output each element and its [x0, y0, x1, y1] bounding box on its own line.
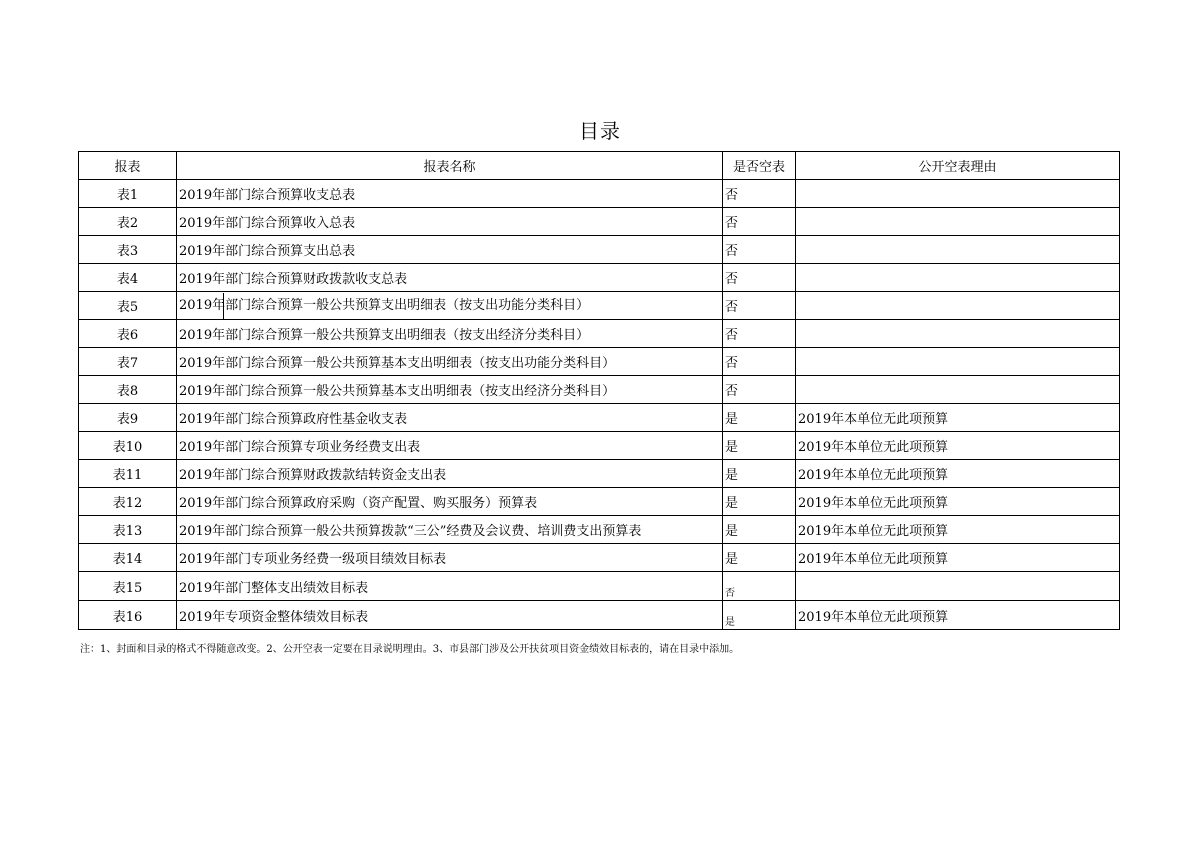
report-name-cell: 2019年部门综合预算收入总表	[177, 208, 723, 236]
table-row	[79, 516, 1120, 544]
report-number-cell: 表6	[79, 320, 177, 348]
footnote: 注：1、封面和目录的格式不得随意改变。2、公开空表一定要在目录说明理由。3、市县部门涉及公开扶贫项目资金绩效目标表的，请在目录中添加。	[80, 644, 740, 655]
report-name-cell: 2019年部门综合预算财政拨款收支总表	[177, 264, 723, 292]
report-number-cell: 表14	[79, 544, 177, 572]
empty-reason-cell	[796, 376, 1120, 404]
empty-reason-cell: 2019年本单位无此项预算	[796, 516, 1120, 544]
report-name-cell: 2019年部门综合预算一般公共预算基本支出明细表（按支出经济分类科目）	[177, 376, 723, 404]
table-row	[79, 572, 1120, 601]
empty-reason-cell: 2019年本单位无此项预算	[796, 544, 1120, 572]
empty-reason-cell	[796, 292, 1120, 320]
report-number-cell: 表1	[79, 180, 177, 208]
report-number-cell: 表15	[79, 572, 177, 601]
table-row	[79, 236, 1120, 264]
table-row	[79, 320, 1120, 348]
table-row	[79, 208, 1120, 236]
table-row	[79, 180, 1120, 208]
report-name-cell	[177, 292, 723, 320]
is-empty-cell: 否	[723, 264, 796, 292]
table-row	[79, 404, 1120, 432]
table-row	[79, 292, 1120, 320]
report-name-cell: 2019年部门综合预算一般公共预算拨款“三公”经费及会议费、培训费支出预算表	[177, 516, 723, 544]
is-empty-cell: 否	[723, 348, 796, 376]
is-empty-cell: 是	[723, 544, 796, 572]
header-report-number: 报表	[79, 152, 177, 180]
is-empty-cell: 是	[723, 404, 796, 432]
table-row	[79, 348, 1120, 376]
report-name-cell: 2019年部门综合预算政府采购（资产配置、购买服务）预算表	[177, 488, 723, 516]
is-empty-cell: 否	[723, 572, 796, 601]
table-row	[79, 601, 1120, 630]
empty-reason-cell: 2019年本单位无此项预算	[796, 601, 1120, 630]
report-name-cell: 2019年部门专项业务经费一级项目绩效目标表	[177, 544, 723, 572]
table-row	[79, 376, 1120, 404]
empty-reason-cell	[796, 208, 1120, 236]
report-number-cell: 表3	[79, 236, 177, 264]
is-empty-cell: 是	[723, 516, 796, 544]
is-empty-cell: 否	[723, 236, 796, 264]
report-name-cell: 2019年专项资金整体绩效目标表	[177, 601, 723, 630]
empty-reason-cell: 2019年本单位无此项预算	[796, 432, 1120, 460]
report-number-cell: 表7	[79, 348, 177, 376]
report-name-cell: 2019年部门综合预算支出总表	[177, 236, 723, 264]
table-row	[79, 488, 1120, 516]
table-row	[79, 460, 1120, 488]
is-empty-cell: 否	[723, 180, 796, 208]
empty-reason-cell: 2019年本单位无此项预算	[796, 404, 1120, 432]
page-title: 目录	[579, 119, 621, 143]
report-name-cell: 2019年部门综合预算财政拨款结转资金支出表	[177, 460, 723, 488]
report-number-cell: 表11	[79, 460, 177, 488]
table-row	[79, 432, 1120, 460]
header-is-empty: 是否空表	[723, 152, 796, 180]
report-number-cell: 表16	[79, 601, 177, 630]
empty-reason-cell	[796, 320, 1120, 348]
is-empty-cell: 是	[723, 432, 796, 460]
table-body	[79, 180, 1120, 630]
is-empty-cell: 是	[723, 460, 796, 488]
table-header-row	[79, 152, 1120, 180]
is-empty-cell: 否	[723, 320, 796, 348]
header-empty-reason: 公开空表理由	[796, 152, 1120, 180]
is-empty-cell: 否	[723, 376, 796, 404]
report-number-cell: 表10	[79, 432, 177, 460]
empty-reason-cell	[796, 264, 1120, 292]
empty-reason-cell	[796, 180, 1120, 208]
empty-reason-cell	[796, 348, 1120, 376]
report-name-cell: 2019年部门综合预算专项业务经费支出表	[177, 432, 723, 460]
is-empty-cell: 否	[723, 292, 796, 320]
report-number-cell: 表8	[79, 376, 177, 404]
is-empty-cell: 是	[723, 601, 796, 630]
report-number-cell: 表2	[79, 208, 177, 236]
report-number-cell: 表12	[79, 488, 177, 516]
table-row	[79, 264, 1120, 292]
report-name-truncated: 2019年部门综合预算一般公共预算支出明细表（按支出功能分类科目）	[179, 293, 224, 319]
report-name-cell: 2019年部门综合预算收支总表	[177, 180, 723, 208]
empty-reason-cell	[796, 572, 1120, 601]
is-empty-cell: 否	[723, 208, 796, 236]
catalog-table	[78, 151, 1120, 630]
report-number-cell: 表13	[79, 516, 177, 544]
report-name-cell: 2019年部门整体支出绩效目标表	[177, 572, 723, 601]
is-empty-cell: 是	[723, 488, 796, 516]
report-name-cell: 2019年部门综合预算政府性基金收支表	[177, 404, 723, 432]
report-number-cell: 表9	[79, 404, 177, 432]
empty-reason-cell: 2019年本单位无此项预算	[796, 488, 1120, 516]
report-name-cell: 2019年部门综合预算一般公共预算支出明细表（按支出经济分类科目）	[177, 320, 723, 348]
empty-reason-cell: 2019年本单位无此项预算	[796, 460, 1120, 488]
report-number-cell: 表4	[79, 264, 177, 292]
report-name-cell: 2019年部门综合预算一般公共预算基本支出明细表（按支出功能分类科目）	[177, 348, 723, 376]
header-report-name: 报表名称	[177, 152, 723, 180]
report-number-cell: 表5	[79, 292, 177, 320]
table-row	[79, 544, 1120, 572]
empty-reason-cell	[796, 236, 1120, 264]
